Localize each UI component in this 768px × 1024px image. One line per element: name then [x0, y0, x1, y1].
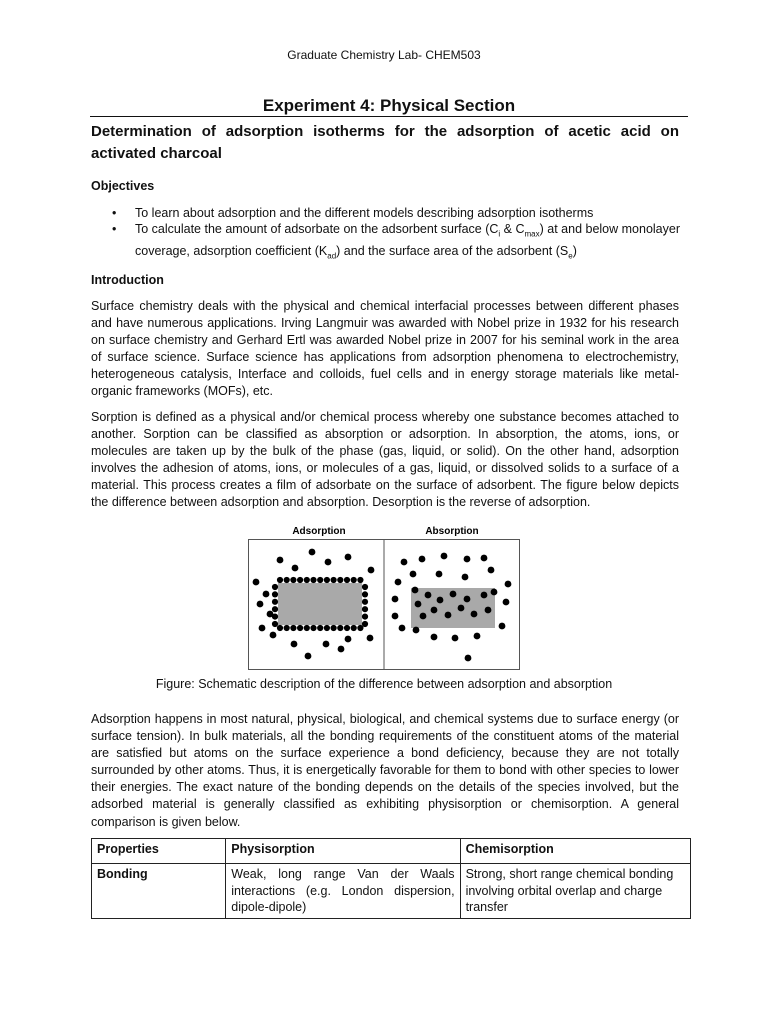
particle-dot: [503, 599, 510, 606]
particle-dot: [425, 592, 432, 599]
particle-dot: [368, 567, 375, 574]
particle-dot: [481, 555, 488, 562]
particle-dot: [431, 634, 438, 641]
particle-dot: [284, 577, 290, 583]
table-cell: Strong, short range chemical bonding involving orbital overlap and charge transfer: [460, 864, 690, 919]
particle-dot: [491, 589, 498, 596]
particle-dot: [362, 621, 368, 627]
objective-2-text: To calculate the amount of adsorbate on the adsorbent surface ($C_i$ & $C_{max}$) at and below monolayer coverage, adsorption coefficient $(K_{ad})$ and the surface area of the adsorbent $(S_e)$: [135, 222, 680, 260]
particle-dot: [290, 625, 296, 631]
particle-dot: [292, 565, 299, 572]
adsorption-absorption-figure: [248, 522, 520, 670]
particle-dot: [415, 601, 422, 608]
particle-dot: [277, 577, 283, 583]
particle-dot: [367, 635, 374, 642]
particle-dot: [452, 635, 459, 642]
particle-dot: [344, 625, 350, 631]
particle-dot: [441, 553, 448, 560]
particle-dot: [362, 606, 368, 612]
intro-paragraph-2: Sorption is defined as a physical and/or chemical process whereby one substance becomes attached to another. Sorption can be classified as absorption or adsorption. In absorption, the atoms, ions, or molecules are taken up by the bulk of the phase (gas, liquid, or solid). On the other hand, adsorption involves the adhesion of atoms, ions, or molecules of a gas, liquid, or dissolved solids to a surface of a material. This process creates a film of adsorbate on the surface of adsorbent. The figure below depicts the difference between adsorption and absorption. Desorption is the reverse of adsorption.: [91, 410, 679, 510]
particle-dot: [362, 614, 368, 620]
intro-paragraph-1: Surface chemistry deals with the physical and chemical interfacial processes between different phases and have numerous applications. Irving Langmuir was awarded with Nobel prize in 1932 for his research on surface chemistry and Gerhard Ertl was awarded Nobel prize in 2007 for his seminal work in the area of surface science. Surface science has applications from adsorption phenomena to electrochemistry, heterogeneous catalysis, Interface and colloids, fuel cells and in energy storage materials like metal-organic frameworks (MOFs), etc.: [91, 299, 679, 399]
particle-dot: [272, 621, 278, 627]
objective-item: [112, 221, 680, 264]
adsorption-label: Adsorption: [292, 526, 346, 537]
particle-dot: [337, 625, 343, 631]
particle-dot: [471, 611, 478, 618]
particle-dot: [362, 599, 368, 605]
particle-dot: [399, 625, 406, 632]
particle-dot: [331, 625, 337, 631]
particle-dot: [325, 559, 332, 566]
particle-dot: [351, 625, 357, 631]
particle-dot: [317, 625, 323, 631]
particle-dot: [317, 577, 323, 583]
particle-dot: [297, 577, 303, 583]
particle-dot: [401, 559, 408, 566]
particle-dot: [392, 613, 399, 620]
particle-dot: [499, 623, 506, 630]
table-cell: Weak, long range Van der Waals interactions (e.g. London dispersion, dipole-dipole): [226, 864, 460, 919]
particle-dot: [277, 625, 283, 631]
introduction-heading: Introduction: [91, 273, 164, 287]
particle-dot: [362, 591, 368, 597]
particle-dot: [410, 571, 417, 578]
objective-item: • To learn about adsorption and the different models describing adsorption isotherms: [112, 205, 680, 221]
particle-dot: [272, 591, 278, 597]
objectives-list: [112, 205, 680, 264]
particle-dot: [419, 556, 426, 563]
particle-dot: [272, 599, 278, 605]
page-header: Graduate Chemistry Lab- CHEM503: [287, 48, 481, 62]
particle-dot: [324, 625, 330, 631]
particle-dot: [362, 584, 368, 590]
particle-dot: [505, 581, 512, 588]
table-cell: Bonding: [92, 864, 226, 919]
particle-dot: [464, 596, 471, 603]
particle-dot: [481, 592, 488, 599]
particle-dot: [310, 625, 316, 631]
objectives-heading: Objectives: [91, 179, 155, 193]
particle-dot: [337, 577, 343, 583]
figure-caption: Figure: Schematic description of the difference between adsorption and absorption: [155, 677, 613, 691]
particle-dot: [338, 646, 345, 653]
particle-dot: [488, 567, 495, 574]
particle-dot: [420, 613, 427, 620]
particle-dot: [458, 605, 465, 612]
particle-dot: [253, 579, 260, 586]
particle-dot: [436, 571, 443, 578]
particle-dot: [437, 597, 444, 604]
particle-dot: [259, 625, 266, 632]
particle-dot: [412, 587, 419, 594]
table-header-cell: Properties: [92, 839, 226, 864]
particle-dot: [263, 591, 270, 598]
adsorbent-block: [278, 583, 362, 625]
particle-dot: [267, 611, 274, 618]
intro-paragraph-3: Adsorption happens in most natural, physical, biological, and chemical systems due to surface energy (or surface tension). In bulk materials, all the bonding requirements of the constituent atoms of the material are satisfied but atoms on the surface experience a bond deficiency, because they are not totally surrounded by other atoms. Thus, it is energetically favorable for them to bond with other species to lower their energies. The exact nature of the bonding depends on the details of the species involved, but the adsorbed material is generally classified as exhibiting physisorption or chemisorption. A general comparison is given below.: [91, 712, 679, 829]
particle-dot: [345, 636, 352, 643]
particle-dot: [277, 557, 284, 564]
particle-dot: [270, 632, 277, 639]
particle-dot: [309, 549, 316, 556]
particle-dot: [464, 556, 471, 563]
particle-dot: [345, 554, 352, 561]
table-header-row: [92, 839, 691, 864]
absorption-label: Absorption: [425, 526, 479, 537]
particle-dot: [324, 577, 330, 583]
comparison-table: [91, 838, 691, 919]
particle-dot: [272, 606, 278, 612]
particle-dot: [465, 655, 472, 662]
particle-dot: [357, 577, 363, 583]
particle-dot: [272, 584, 278, 590]
particle-dot: [257, 601, 264, 608]
particle-dot: [351, 577, 357, 583]
table-header-cell: Chemisorption: [460, 839, 690, 864]
particle-dot: [284, 625, 290, 631]
particle-dot: [323, 641, 330, 648]
particle-dot: [331, 577, 337, 583]
main-title: Determination of adsorption isotherms for the adsorption of acetic acid on activated charcoal: [91, 123, 679, 162]
particle-dot: [297, 625, 303, 631]
table-header-cell: Physisorption: [226, 839, 460, 864]
particle-dot: [474, 633, 481, 640]
particle-dot: [344, 577, 350, 583]
experiment-title: Experiment 4: Physical Section: [90, 96, 688, 117]
particle-dot: [304, 577, 310, 583]
particle-dot: [431, 607, 438, 614]
particle-dot: [462, 574, 469, 581]
particle-dot: [445, 612, 452, 619]
table-row: [92, 864, 691, 919]
particle-dot: [485, 607, 492, 614]
particle-dot: [413, 627, 420, 634]
particle-dot: [305, 653, 312, 660]
particle-dot: [395, 579, 402, 586]
particle-dot: [310, 577, 316, 583]
particle-dot: [450, 591, 457, 598]
particle-dot: [392, 596, 399, 603]
particle-dot: [290, 577, 296, 583]
particle-dot: [304, 625, 310, 631]
particle-dot: [291, 641, 298, 648]
